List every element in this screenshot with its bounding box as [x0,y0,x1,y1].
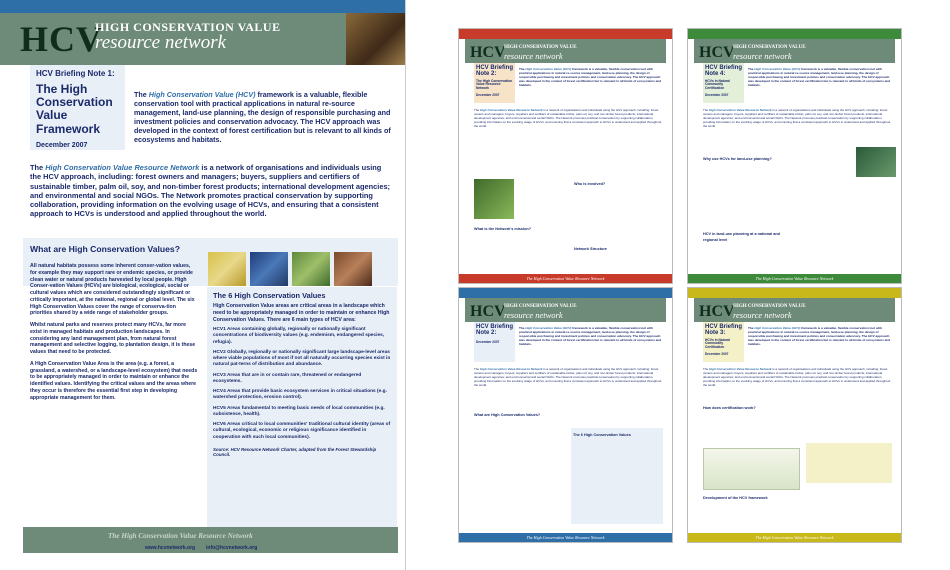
hcv-logo: HCV [20,19,103,59]
briefing-note-box [30,65,125,150]
briefing-kicker: HCV Briefing Note 1: [36,69,115,78]
mini-intro: The High Conservation Value (HCV) framework is a valuable, flexible conservation tool with practical applications in natural re-source management, land-use planning, the design of responsible purchasing and investment policies and conservation advocacy. The HCV approach was developed in the context of forest certification but is relevant to all kinds of ecosystems and habitats. [748,67,891,88]
what-paragraph-1: All natural habitats possess some inherent conser-vation values, for example they may support rare or endemic species, or provide clean water or natural products harvested by local people. High Conser-vation Values (HCVs) are biological, ecological, social or cultural values which are considered outstandingly significant or critically important, at the national, regional or global level. The six High Conservation Values cover the range of conserva-tion priorities shared by a wide range of stakeholder groups. [30,263,195,317]
header-photo [346,13,405,65]
mini-note-date: December 2007 [476,93,500,98]
mini-footer-text: The High Conservation Value Resource Network [526,276,605,281]
six-values-source: Source: HCV Resource Network Charter, adapted from the Forest Stewardship Council. [213,446,377,457]
mini-footer-text: The High Conservation Value Resource Network [526,535,605,540]
hcv2-item: HCV2 Globally, regionally or nationally significant large landscape-level areas where viable populations of most if not all naturally occurring species exist in natural pat-terns of distribution and abundance. [213,349,391,368]
mini-page-note4-green[interactable] [687,28,902,284]
hcv3-item: HCV3 Areas that are in or contain rare, threatened or endangered ecosystems. [213,372,362,384]
mini-title-1: HIGH CONSERVATION VALUE [504,304,577,309]
mini-col-left: What is the Network's mission? [474,227,532,231]
mini-body: The High Conservation Value Resource Network is a network of organisations and individuals using the HCV approach, including: forest owners and managers; buyers, suppliers and certifiers of sustainable timber, palm oil, soy, and non-timber forest products; international development agencies; and environmental and social NGOs. The Network promotes practical conservation by supporting collaboration, providing information on the evolving usage of HCVs, and ensuring that a consistent approach to HCVs is understood and applied throughout the world. [474,108,662,128]
header-title-line1: HIGH CONSERVATION VALUE [95,20,281,34]
river-photo [250,252,288,286]
mini-body: The High Conservation Value Resource Network is a network of organisations and individuals using the HCV approach, including: forest owners and managers; buyers, suppliers and certifiers of sustainable timber, palm oil, soy, and non-timber forest products; international development agencies; and environmental and social NGOs. The Network promotes practical conservation by supporting collaboration, providing information on the evolving usage of HCVs, and ensuring that a consistent approach to HCVs is understood and applied throughout the world. [703,367,891,387]
mini-title-2: resource network [504,310,563,320]
hcv5-item: HCV5 Areas fundamental to meeting basic needs of local communities (e.g. subsistence, health). [213,405,385,417]
footer-website-link[interactable]: www.hcvnetwork.org [145,545,196,551]
mini-note-title: HCV Briefing Note 2: [476,324,514,337]
people-photo [334,252,372,286]
mini-title-2: resource network [733,51,792,61]
mini-col-left: How does certification work? [703,406,756,410]
hcv6-item: HCV6 Areas critical to local communities' traditional cultural identity (areas of cultural, ecological, economic or religious significance identified in cooperation with such local communities). [213,422,391,440]
mini-note-subtitle: The High Conservation Value Resource Network [476,78,513,90]
mini-color-bar [459,288,672,298]
briefing-title: The High Conservation Value Framework [36,82,113,136]
mini-photo [474,179,514,219]
mini-logo: HCV [699,303,735,320]
mini-page-note3-yellow[interactable] [687,287,902,543]
mini-color-bar [459,29,672,39]
mini-note-date: December 2007 [476,339,500,344]
mini-side-box [806,443,892,483]
mini-footer-text: The High Conservation Value Resource Network [755,535,834,540]
mini-footer-text: The High Conservation Value Resource Network [755,276,834,281]
intro-paragraph: The High Conservation Value (HCV) framework is a valuable, flexible conservation tool with practical applications in natural re-source management, land-use planning, the design of responsible purchasing and investment policies and conservation advocacy. The HCV approach was developed in the context of forest certification but is relevant to all kinds of ecosystems and habitats. [134,90,391,144]
mini-color-bar [688,288,901,298]
mini-note-date: December 2007 [705,93,729,98]
header-title-line2: resource network [95,32,227,53]
mini-six-values-box: The 6 High Conservation Values [571,428,663,524]
mini-photo [856,147,896,177]
six-values-intro: High Conservation Value areas are critical areas in a landscape which need to be appropriately managed in order to maintain or enhance High Conservation Values. There are 6 main types of HCV area: [213,303,390,323]
mini-body: The High Conservation Value Resource Network is a network of organisations and individuals using the HCV approach, including: forest owners and managers; buyers, suppliers and certifiers of sustainable timber, palm oil, soy, and non-timber forest products; international development agencies; and environmental and social NGOs. The Network promotes practical conservation by supporting collaboration, providing information on the evolving usage of HCVs, and ensuring that a consistent approach to HCVs is understood and applied throughout the world. [474,367,662,387]
mini-note-title: HCV Briefing Note 2: [476,65,514,78]
mini-col-left: Why use HCVs for land-use planning? HCV in land-use planning at a national and regional level [703,157,780,242]
mini-note-box [474,63,515,103]
mini-page-note2-red[interactable] [458,28,673,284]
mini-title-2: resource network [733,310,792,320]
what-paragraph-2: Whilst natural parks and reserves protect many HCVs, far more exist in managed habitats and production landscapes. In considering any land management plan, from natural forest management and selective logging, to plantation design, it is these values that need to be protected. [30,322,196,355]
mini-intro: The High Conservation Value (HCV) framework is a valuable, flexible conservation tool with practical applications in natural re-source management, land-use planning, the design of responsible purchasing and investment policies and conservation advocacy. The HCV approach was developed in the context of forest certification but is relevant to all kinds of ecosystems and habitats. [748,326,891,347]
hcv-highlight: High Conservation Value (HCV) [148,90,256,99]
mini-logo: HCV [699,44,735,61]
mini-logo: HCV [470,44,506,61]
mini-title-2: resource network [504,51,563,61]
forest-photo [292,252,330,286]
mini-note-title: HCV Briefing Note 4: [705,65,743,78]
top-color-bar [0,0,405,13]
mini-page-note2-blue[interactable] [458,287,673,543]
flower-photo [208,252,246,286]
mini-note-subtitle: HCVs in Natural Community Certification [705,78,730,90]
network-paragraph: The High Conservation Value Resource Network is a network of organisations and individuals using the HCV approach, including: forest owners and managers; buyers, suppliers and certifiers of sustainable timber, palm oil, soy, and non-timber forest products; international development agencies; and environmental and social NGOs. The Network promotes practical conservation by supporting collaboration, providing information on the evolving usage of HCVs, and ensuring that a consistent approach to HCVs is understood and applied throughout the world. [30,163,391,219]
briefing-note-1-page [0,0,406,570]
mini-note-box [474,322,515,362]
hcv1-item: HCV1 Areas containing globally, regionally or nationally significant concentrations of biodiversity values (e.g. endemism, endangered species, refugia). [213,327,385,345]
hcv4-item: HCV4 Areas that provide basic ecosystem services in critical situations (e.g. watershed protection, erosion control). [213,389,387,401]
mini-title-1: HIGH CONSERVATION VALUE [504,45,577,50]
mini-note-date: December 2007 [705,352,729,357]
mini-diagram [703,448,800,490]
mini-color-bar [688,29,901,39]
what-heading: What are High Conservation Values? [30,244,180,254]
six-values-heading: The 6 High Conservation Values [213,291,326,300]
mini-intro: The High Conservation Value (HCV) framework is a valuable, flexible conservation tool with practical applications in natural re-source management, land-use planning, the design of responsible purchasing and investment policies and conservation advocacy. The HCV approach was developed in the context of forest certification but is relevant to all kinds of ecosystems and habitats. [519,67,662,88]
six-values-box [207,287,397,527]
mini-logo: HCV [470,303,506,320]
what-paragraph-3: A High Conservation Value Area is the area (e.g. a forest, a grassland, a watershed, or a landscape-level ecosystem) that needs to be appropriately managed in order to maintain or enhance the identified values. Identifying the critical values and the areas where they occur is therefore the essential first step in developing appropriate management for them. [30,360,198,401]
mini-col-right: Who is involved? Network Structure [574,182,607,252]
mini-note-box [703,322,744,362]
mini-note-title: HCV Briefing Note 3: [705,324,743,337]
briefing-date: December 2007 [36,141,88,149]
mini-col-left: What are High Conservation Values? [474,413,541,417]
what-body [30,263,198,406]
mini-title-1: HIGH CONSERVATION VALUE [733,304,806,309]
mini-col-left-2: Development of the HCV framework [703,496,768,500]
footer-tagline: The High Conservation Value Resource Network [108,532,253,540]
footer-email-link[interactable]: info@hcvnetwork.org [206,545,258,551]
mini-note-box [703,63,744,103]
mini-intro: The High Conservation Value (HCV) framework is a valuable, flexible conservation tool with practical applications in natural re-source management, land-use planning, the design of responsible purchasing and investment policies and conservation advocacy. The HCV approach was developed in the context of forest certification but is relevant to all kinds of ecosystems and habitats. [519,326,662,347]
mini-title-1: HIGH CONSERVATION VALUE [733,45,806,50]
mini-note-subtitle: HCVs in Natural Commodity Certification [705,337,730,349]
network-highlight: High Conservation Value Resource Network [45,163,200,172]
mini-body: The High Conservation Value Resource Network is a network of organisations and individuals using the HCV approach, including: forest owners and managers; buyers, suppliers and certifiers of sustainable timber, palm oil, soy, and non-timber forest products; international development agencies; and environmental and social NGOs. The Network promotes practical conservation by supporting collaboration, providing information on the evolving usage of HCVs, and ensuring that a consistent approach to HCVs is understood and applied throughout the world. [703,108,891,128]
